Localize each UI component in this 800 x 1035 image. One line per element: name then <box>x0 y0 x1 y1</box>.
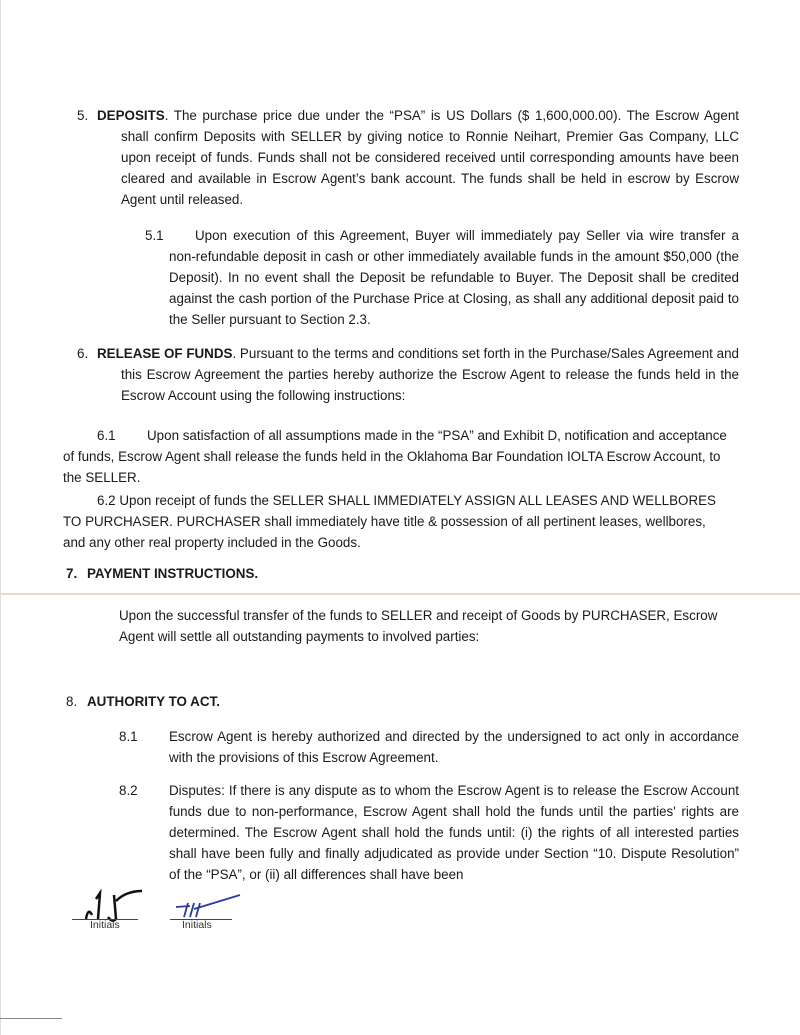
subsection-first-line: Upon satisfaction of all assumptions made in the “PSA” and Exhibit D, notification and <box>147 428 655 443</box>
section-5 <box>0 105 800 210</box>
document-body <box>0 105 800 935</box>
section-heading: RELEASE OF FUNDS <box>97 346 233 361</box>
section-number: 5. <box>77 108 89 123</box>
section-number: 8. <box>66 694 78 709</box>
section-heading: PAYMENT INSTRUCTIONS. <box>87 566 259 581</box>
section-7 <box>0 563 800 584</box>
subsection-number: 6.1 <box>97 428 116 443</box>
initials-label: Initials <box>90 919 120 931</box>
section-7-body: Upon the successful transfer of the funds to SELLER and receipt of Goods by PURCHASER, Escrow Agent will settle all outstanding payments to involved parties: <box>119 608 718 644</box>
section-6-first-line: . Pursuant to the terms and conditions set forth in the Purchase/Sales Agreement <box>232 346 713 361</box>
section-5-first-line: . The purchase price due under the “PSA” is US Dollars ($ 1,600,000.00). The Escrow Agent <box>164 108 739 123</box>
section-number: 6. <box>77 346 89 361</box>
subsection-first-line: 6.2 Upon receipt of funds the SELLER SHALL IMMEDIATELY ASSIGN ALL LEASES AND WELLBORES <box>97 493 716 508</box>
separator-line <box>0 593 800 595</box>
section-8-1 <box>0 726 800 768</box>
section-6 <box>0 343 800 406</box>
subsection-number: 8.2 <box>119 783 138 798</box>
subsection-number: 5.1 <box>145 228 164 243</box>
subsection-body: TO PURCHASER. PURCHASER shall immediately have title & possession of all pertinent leases, wellbores, and any other real property included in the Goods. <box>63 514 706 550</box>
section-6-1 <box>0 425 800 488</box>
subsection-body: acceptance of funds, Escrow Agent shall release the funds held in the Oklahoma Bar Foundation IOLTA Escrow Account, to the SELLER. <box>63 428 727 485</box>
section-5-body: shall confirm Deposits with SELLER by giving notice to Ronnie Neihart, Premier Gas Company, LLC upon receipt of funds. Funds shall not be considered received until corresponding amounts have been cleared and available in Escrow Agent’s bank account. The funds shall be held in escrow by Escrow Agent until released. <box>121 129 739 207</box>
subsection-number: 8.1 <box>119 729 138 744</box>
subsection-body: a non-refundable deposit in cash or other immediately available funds in the amount $50,000 (the Deposit). In no event shall the Deposit be refundable to Buyer. The Deposit shall be credited against the cash portion of the Purchase Price at Closing, as shall any additional deposit paid to the Seller pursuant to Section 2.3. <box>169 228 739 327</box>
subsection-first-line: Upon execution of this Agreement, Buyer will immediately pay Seller via wire transfer <box>195 228 726 243</box>
initials-row <box>0 885 800 935</box>
section-5-1 <box>0 225 800 330</box>
subsection-body: Escrow Agent is hereby authorized and directed by the undersigned to act only in accordance with the provisions of this Escrow Agreement. <box>169 729 739 765</box>
section-6-2 <box>0 490 800 553</box>
footer-line <box>0 1018 62 1019</box>
subsection-body: Disputes: If there is any dispute as to whom the Escrow Agent is to release the Escrow Account funds due to non-performance, Escrow Agent shall hold the funds until the parties' rights are determined. The Escrow Agent shall hold the funds until: (i) the rights of all interested parties shall have been fully and finally adjudicated as provide under Section “10. Dispute Resolution” of the “PSA”, or (ii) all differences shall have been <box>169 783 739 882</box>
section-6-body: and this Escrow Agreement the parties hereby authorize the Escrow Agent to release the funds held in the Escrow Account using the following instructions: <box>121 346 739 403</box>
initials-label: Initials <box>182 919 212 931</box>
section-8 <box>0 691 800 712</box>
section-number: 7. <box>66 566 78 581</box>
section-8-2 <box>0 780 800 885</box>
section-heading: AUTHORITY TO ACT. <box>87 694 220 709</box>
section-heading: DEPOSITS <box>97 108 165 123</box>
